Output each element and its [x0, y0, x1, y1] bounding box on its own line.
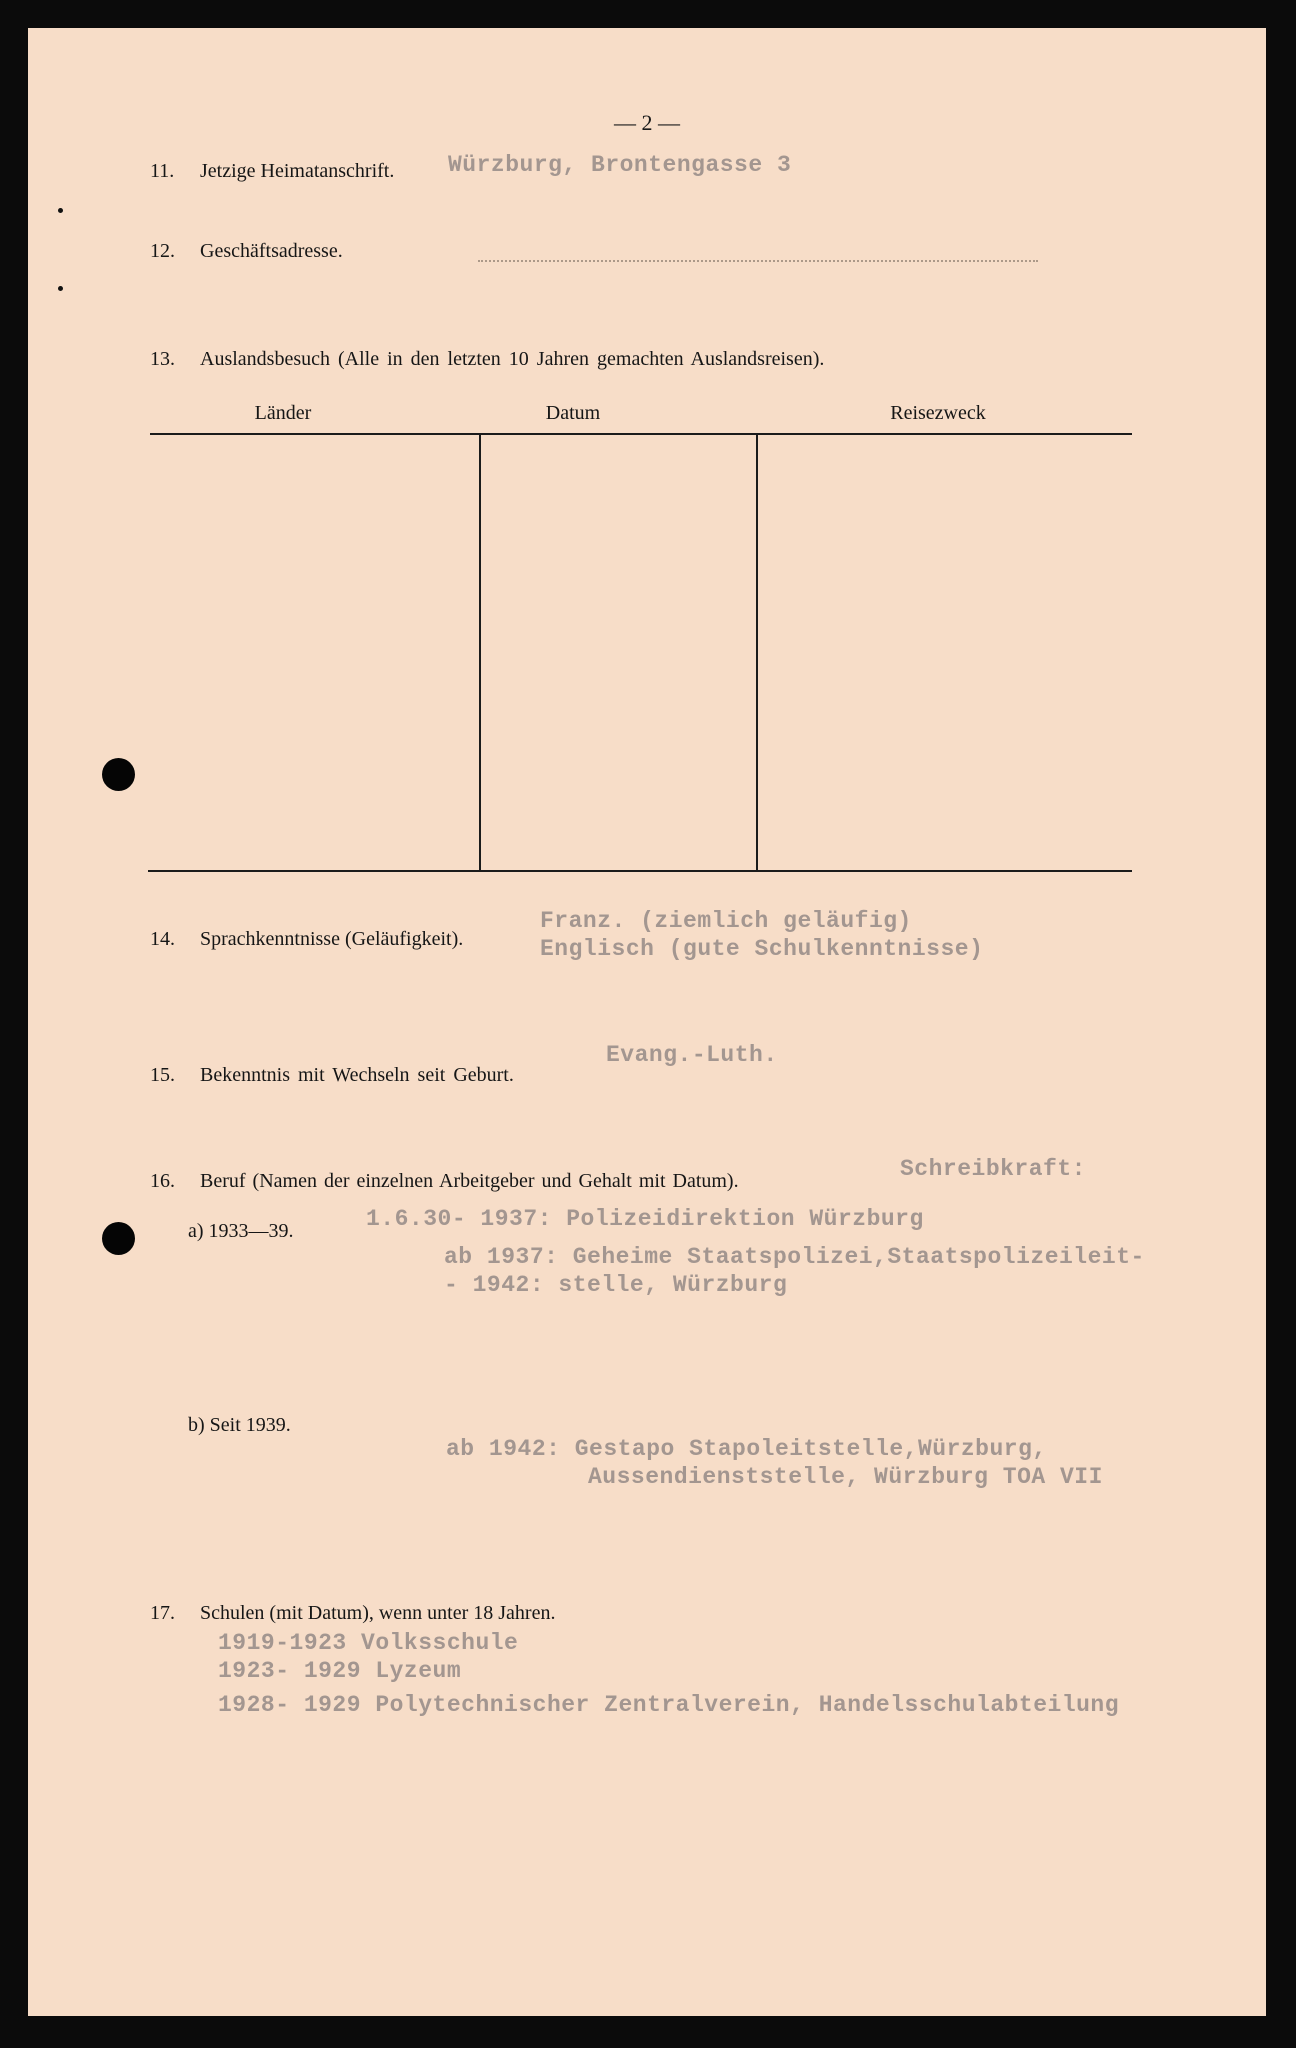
q14-label: Sprachkenntnisse (Geläufigkeit).	[200, 928, 464, 950]
q16b-line: Aussendienststelle, Würzburg TOA VII	[588, 1464, 1103, 1490]
q17-line: 1923- 1929 Lyzeum	[218, 1658, 462, 1684]
paper-speck	[58, 208, 63, 213]
q16a-line: ab 1937: Geheime Staatspolizei,Staatspolizeileit-	[444, 1244, 1145, 1270]
q14-value-line: Englisch (gute Schulkenntnisse)	[540, 936, 984, 962]
q17-line: 1928- 1929 Polytechnischer Zentralverein, Handelsschulabteilung	[218, 1692, 1120, 1718]
table-top-rule	[150, 433, 1132, 435]
q17-line: 1919-1923 Volksschule	[218, 1630, 519, 1656]
paper-speck	[58, 286, 63, 291]
q16-value: Schreibkraft:	[900, 1156, 1086, 1182]
q16-label: Beruf (Namen der einzelnen Arbeitgeber und Gehalt mit Datum).	[200, 1170, 739, 1192]
table-header-datum: Datum	[545, 402, 601, 424]
q15-label: Bekenntnis mit Wechseln seit Geburt.	[200, 1064, 514, 1086]
q15-value: Evang.-Luth.	[606, 1042, 778, 1068]
q11-value: Würzburg, Brontengasse 3	[448, 152, 792, 178]
q16b-label: b) Seit 1939.	[188, 1414, 291, 1436]
punch-hole	[102, 758, 135, 791]
table-column-divider	[479, 435, 481, 870]
punch-hole	[102, 1222, 135, 1255]
q14-number: 14.	[150, 928, 175, 950]
table-header-reisezweck: Reisezweck	[890, 402, 986, 424]
q17-number: 17.	[150, 1602, 175, 1624]
q14-value-line: Franz. (ziemlich geläufig)	[540, 908, 912, 934]
q16a-line: 1.6.30- 1937: Polizeidirektion Würzburg	[366, 1206, 924, 1232]
q16a-label: a) 1933—39.	[188, 1220, 294, 1242]
q11-label: Jetzige Heimatanschrift.	[200, 160, 395, 182]
q16-number: 16.	[150, 1170, 175, 1192]
table-header-laender: Länder	[254, 402, 312, 424]
q13-number: 13.	[150, 348, 175, 370]
q13-label: Auslandsbesuch (Alle in den letzten 10 Jahren gemachten Auslandsreisen).	[200, 348, 825, 370]
table-column-divider	[756, 435, 758, 870]
q12-label: Geschäftsadresse.	[200, 240, 343, 262]
q11-number: 11.	[150, 160, 175, 182]
q17-label: Schulen (mit Datum), wenn unter 18 Jahren.	[200, 1602, 556, 1624]
q15-number: 15.	[150, 1064, 175, 1086]
page-number: — 2 —	[614, 110, 680, 135]
q16b-line: ab 1942: Gestapo Stapoleitstelle,Würzburg,	[446, 1436, 1047, 1462]
q16a-line: - 1942: stelle, Würzburg	[444, 1272, 788, 1298]
q12-dotted-line	[478, 258, 1038, 262]
q12-number: 12.	[150, 240, 175, 262]
table-bottom-rule	[148, 870, 1132, 872]
form-page	[28, 28, 1266, 2016]
